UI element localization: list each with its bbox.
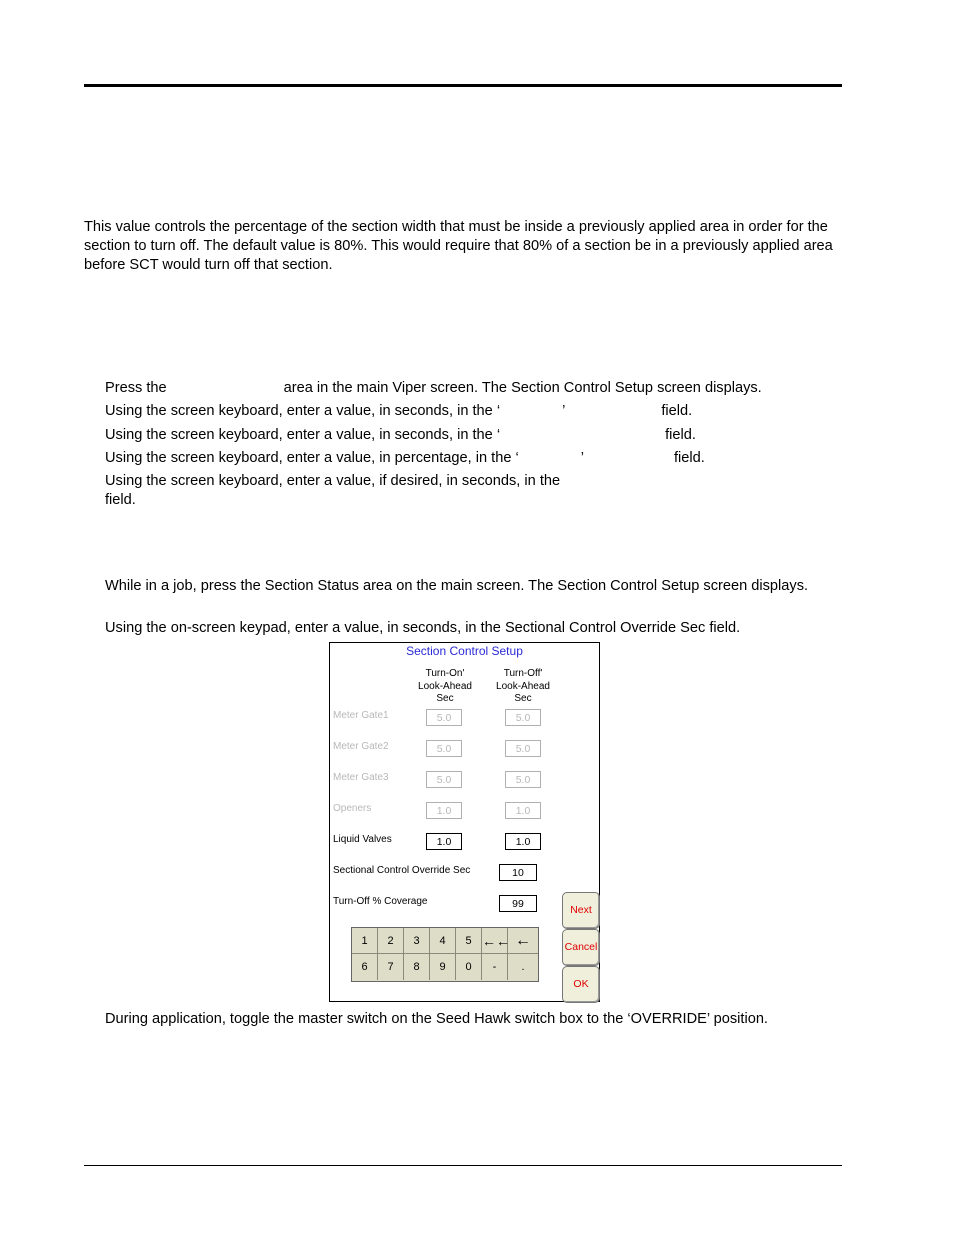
- row-label-meter-gate1: Meter Gate1: [333, 710, 389, 721]
- turn-off-header-line3: Sec: [514, 693, 532, 704]
- key-6[interactable]: 6: [352, 954, 378, 980]
- meter-gate2-on-field[interactable]: 5.0: [426, 740, 462, 757]
- turn-on-header: [410, 668, 480, 706]
- step-a4-part3: field.: [674, 450, 705, 466]
- clear-all-icon[interactable]: ←←: [482, 928, 508, 954]
- key-5[interactable]: 5: [456, 928, 482, 954]
- row-label-liquid-valves: Liquid Valves: [333, 834, 392, 845]
- footer-rule: [84, 1165, 842, 1166]
- key-7[interactable]: 7: [378, 954, 404, 980]
- step-a1-part1: Press the: [105, 380, 167, 396]
- turn-on-header-line3: Sec: [436, 693, 454, 704]
- step-a5-line1: Using the screen keyboard, enter a value, if desired, in seconds, in the: [105, 473, 561, 489]
- key-minus[interactable]: -: [482, 954, 508, 980]
- step-a3-part1: Using the screen keyboard, enter a value, in seconds, in the ‘: [105, 427, 501, 443]
- screen-title: Section Control Setup: [406, 644, 523, 658]
- next-button[interactable]: Next: [562, 892, 600, 929]
- key-3[interactable]: 3: [404, 928, 430, 954]
- step-a4-part1: Using the screen keyboard, enter a value, in percentage, in the ‘: [105, 450, 519, 466]
- row-label-meter-gate2: Meter Gate2: [333, 741, 389, 752]
- meter-gate1-on-field[interactable]: 5.0: [426, 709, 462, 726]
- liquid-valves-off-field[interactable]: 1.0: [505, 833, 541, 850]
- step-b1: While in a job, press the Section Status area on the main screen. The Section Control Setup screen displays.: [105, 578, 809, 594]
- ok-button[interactable]: OK: [562, 966, 600, 1003]
- turn-off-header: [488, 668, 558, 706]
- step-a4: [105, 449, 705, 468]
- key-4[interactable]: 4: [430, 928, 456, 954]
- step-a2-part2: ’: [562, 403, 566, 419]
- meter-gate3-on-field[interactable]: 5.0: [426, 771, 462, 788]
- step-a1: [105, 379, 762, 398]
- backspace-icon[interactable]: ←: [508, 928, 538, 954]
- final-step: During application, toggle the master switch on the Seed Hawk switch box to the ‘OVERRIDE’ position.: [105, 1011, 768, 1027]
- meter-gate3-off-field[interactable]: 5.0: [505, 771, 541, 788]
- openers-on-field[interactable]: 1.0: [426, 802, 462, 819]
- turn-on-header-line1: Turn-On': [425, 668, 465, 679]
- step-a1-part2: area in the main Viper screen. The Section Control Setup screen displays.: [283, 380, 762, 396]
- intro-paragraph: This value controls the percentage of the section width that must be inside a previously applied area in order for the section to turn off. The default value is 80%. This would require that 80% of a section be in a previously applied area before SCT would turn off that section.: [84, 219, 833, 273]
- liquid-valves-on-field[interactable]: 1.0: [426, 833, 462, 850]
- coverage-field[interactable]: 99: [499, 895, 537, 912]
- header-rule: [84, 84, 842, 87]
- keypad: [351, 927, 539, 982]
- key-8[interactable]: 8: [404, 954, 430, 980]
- coverage-label: Turn-Off % Coverage: [333, 896, 428, 907]
- row-label-meter-gate3: Meter Gate3: [333, 772, 389, 783]
- step-a2: [105, 402, 692, 421]
- key-0[interactable]: 0: [456, 954, 482, 980]
- step-a2-part3: field.: [661, 403, 693, 419]
- row-label-openers: Openers: [333, 803, 372, 814]
- meter-gate1-off-field[interactable]: 5.0: [505, 709, 541, 726]
- meter-gate2-off-field[interactable]: 5.0: [505, 740, 541, 757]
- step-b2: Using the on-screen keypad, enter a value, in seconds, in the Sectional Control Override Sec field.: [105, 620, 741, 636]
- key-9[interactable]: 9: [430, 954, 456, 980]
- turn-off-header-line1: Turn-Off': [503, 668, 543, 679]
- step-a3-part2: field.: [665, 427, 696, 443]
- override-sec-field[interactable]: 10: [499, 864, 537, 881]
- turn-on-header-line2: Look-Ahead: [418, 680, 472, 692]
- key-decimal[interactable]: .: [521, 961, 525, 973]
- turn-off-header-line2: Look-Ahead: [496, 680, 550, 692]
- step-a5-line2: field.: [105, 492, 136, 508]
- step-a2-part1: Using the screen keyboard, enter a value, in seconds, in the ‘: [105, 403, 501, 419]
- section-control-setup-screen: [329, 642, 600, 1002]
- key-1[interactable]: 1: [352, 928, 378, 954]
- step-a4-part2: ’: [580, 450, 584, 466]
- step-a3: [105, 426, 696, 445]
- key-2[interactable]: 2: [378, 928, 404, 954]
- override-label: Sectional Control Override Sec: [333, 865, 471, 876]
- openers-off-field[interactable]: 1.0: [505, 802, 541, 819]
- cancel-button[interactable]: Cancel: [562, 929, 600, 966]
